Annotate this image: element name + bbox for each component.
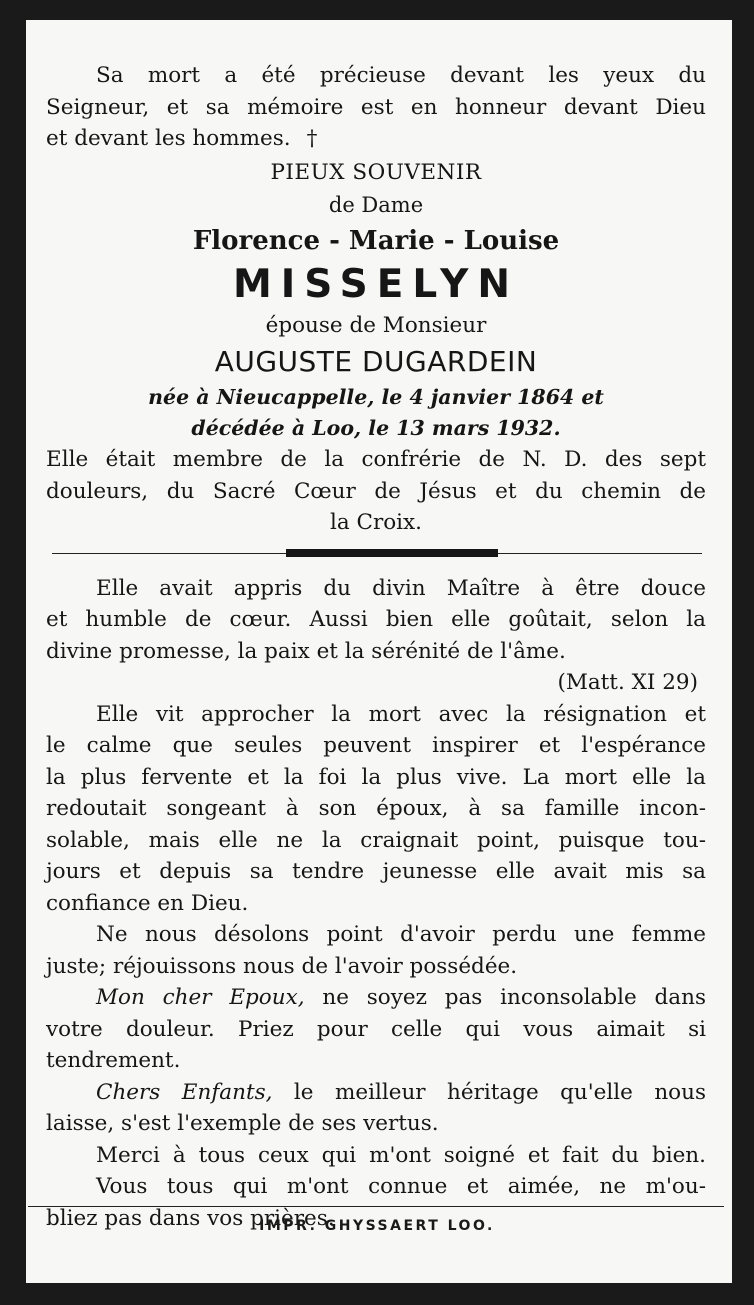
- ornamental-divider: [46, 545, 706, 563]
- verse-line-last: [46, 123, 706, 155]
- death-line: décédée à Loo, le 13 mars 1932.: [191, 416, 561, 440]
- verse-line: Seigneur, et sa mémoire est en honneur devant Dieu: [46, 94, 706, 120]
- verse-line-text: et devant les hommes.: [46, 126, 291, 151]
- body-line: Elle avait appris du divin Maître à être douce: [96, 575, 706, 601]
- divider-thick-bar: [286, 549, 498, 557]
- body-line: solable, mais elle ne la craignait point, puisque tou-: [46, 827, 706, 853]
- confrerie-line: douleurs, du Sacré Cœur de Jésus et du chemin de: [46, 478, 706, 504]
- confrerie-line-last: la Croix.: [329, 510, 423, 535]
- opening-verse: [46, 60, 706, 155]
- card-paper: [26, 20, 732, 1283]
- body-line: Elle vit approcher la mort avec la résignation et: [96, 701, 706, 727]
- body-line: divine promesse, la paix et la sérénité de l'âme.: [46, 638, 566, 664]
- confrerie-paragraph: [46, 444, 706, 539]
- verse-line: Sa mort a été précieuse devant les yeux du: [96, 63, 706, 88]
- body-line: Vous tous qui m'ont connue et aimée, ne m'ou-: [96, 1174, 706, 1199]
- footer-rule: [28, 1206, 724, 1207]
- confrerie-line: Elle était membre de la confrérie de N. D. des sept: [46, 447, 706, 472]
- body-text: le meilleur héritage qu'elle nous: [272, 1079, 706, 1105]
- body-line: [46, 1077, 706, 1109]
- body-line: laisse, s'est l'exemple de ses vertus.: [46, 1111, 439, 1136]
- body-line: le calme que seules peuvent inspirer et l'espérance: [46, 733, 706, 758]
- address-husband: Mon cher Epoux,: [96, 985, 305, 1010]
- body-line: juste; réjouissons nous de l'avoir possédée.: [46, 953, 518, 979]
- body-line: votre douleur. Priez pour celle qui vous aimait si: [46, 1016, 706, 1042]
- paragraph-humility: [46, 573, 706, 699]
- body-line: Merci à tous ceux qui m'ont soigné et fait du bien.: [96, 1142, 706, 1168]
- printer-imprint: IMPR. GHYSSAERT LOO.: [259, 1218, 495, 1234]
- first-names: Florence - Marie - Louise: [192, 226, 560, 256]
- address-children: Chers Enfants,: [96, 1079, 273, 1105]
- paragraph-consolation: [46, 919, 706, 982]
- body-line: Ne nous désolons point d'avoir perdu une femme: [96, 922, 706, 947]
- body-line: redoutait songeant à son époux, à sa famille incon-: [46, 796, 706, 821]
- de-dame-label: de Dame: [328, 193, 424, 217]
- surname: MISSELYN: [232, 262, 520, 307]
- body-text: ne soyez pas inconsolable dans: [304, 985, 706, 1010]
- body-line: [46, 982, 706, 1014]
- birth-line: née à Nieucappelle, le 4 janvier 1864 et: [148, 385, 604, 409]
- body-line: la plus fervente et la foi la plus vive. La mort elle la: [46, 764, 706, 790]
- body-line: tendrement.: [46, 1048, 181, 1073]
- body-line: confiance en Dieu.: [46, 890, 249, 916]
- epouse-label: épouse de Monsieur: [265, 313, 487, 338]
- body-line: jours et depuis sa tendre jeunesse elle avait mis sa: [46, 859, 706, 884]
- paragraph-husband: [46, 982, 706, 1077]
- paragraph-resignation: [46, 699, 706, 920]
- paragraph-children: [46, 1077, 706, 1140]
- husband-name: AUGUSTE DUGARDEIN: [214, 345, 538, 378]
- scripture-reference: (Matt. XI 29): [557, 670, 698, 695]
- body-line: et humble de cœur. Aussi bien elle goûtait, selon la: [46, 607, 706, 632]
- cross-icon: †: [306, 126, 318, 151]
- body-line: bliez pas dans vos prières.: [46, 1205, 335, 1231]
- paragraph-thanks: [46, 1140, 706, 1172]
- pieux-souvenir-heading: PIEUX SOUVENIR: [270, 159, 482, 185]
